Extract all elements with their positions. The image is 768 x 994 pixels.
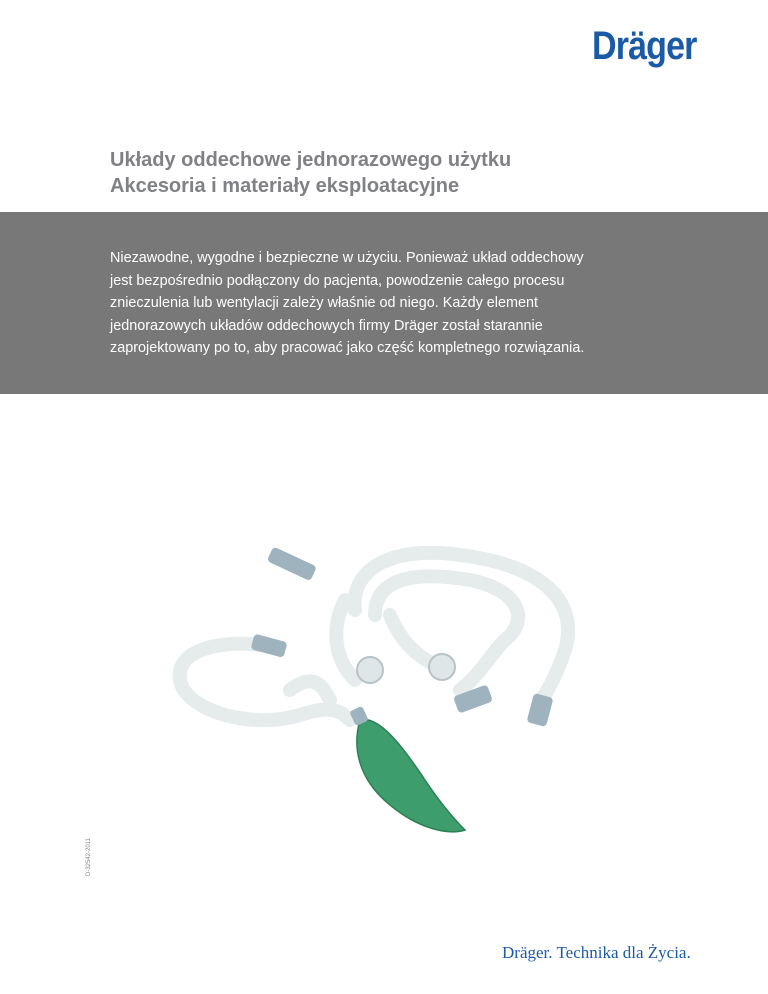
title-line-1: Układy oddechowe jednorazowego użytku	[110, 149, 512, 171]
title-line-2: Akcesoria i materiały eksploatacyjne	[110, 175, 460, 197]
connector-left-top	[267, 546, 317, 581]
y-piece-left	[357, 657, 383, 683]
intro-paragraph	[110, 247, 630, 360]
breathing-bag	[357, 720, 465, 832]
connector-lower-left	[251, 634, 288, 658]
intro-line: zaprojektowany po to, aby pracować jako część kompletnego rozwiązania.	[110, 340, 585, 357]
tube-mid-hose	[390, 615, 435, 665]
brand-tagline: Dräger. Technika dla Życia.	[502, 943, 691, 962]
intro-line: jest bezpośrednio podłączony do pacjenta, powodzenie całego procesu	[110, 272, 565, 289]
breathing-circuit-image	[160, 530, 600, 850]
drager-logo: Dräger	[592, 24, 697, 68]
intro-line: znieczulenia lub wentylacji zależy właśnie od niego. Każdy element	[110, 295, 538, 312]
page-title	[110, 147, 511, 199]
intro-line: Niezawodne, wygodne i bezpieczne w użyciu. Ponieważ układ oddechowy	[110, 250, 584, 266]
intro-line: jednorazowych układów oddechowych firmy Dräger został starannie	[110, 317, 543, 334]
y-piece-right	[429, 654, 455, 680]
tube-lower-return	[290, 681, 330, 700]
connector-right-2	[526, 693, 553, 727]
image-code: D-32542-2011	[86, 838, 92, 876]
